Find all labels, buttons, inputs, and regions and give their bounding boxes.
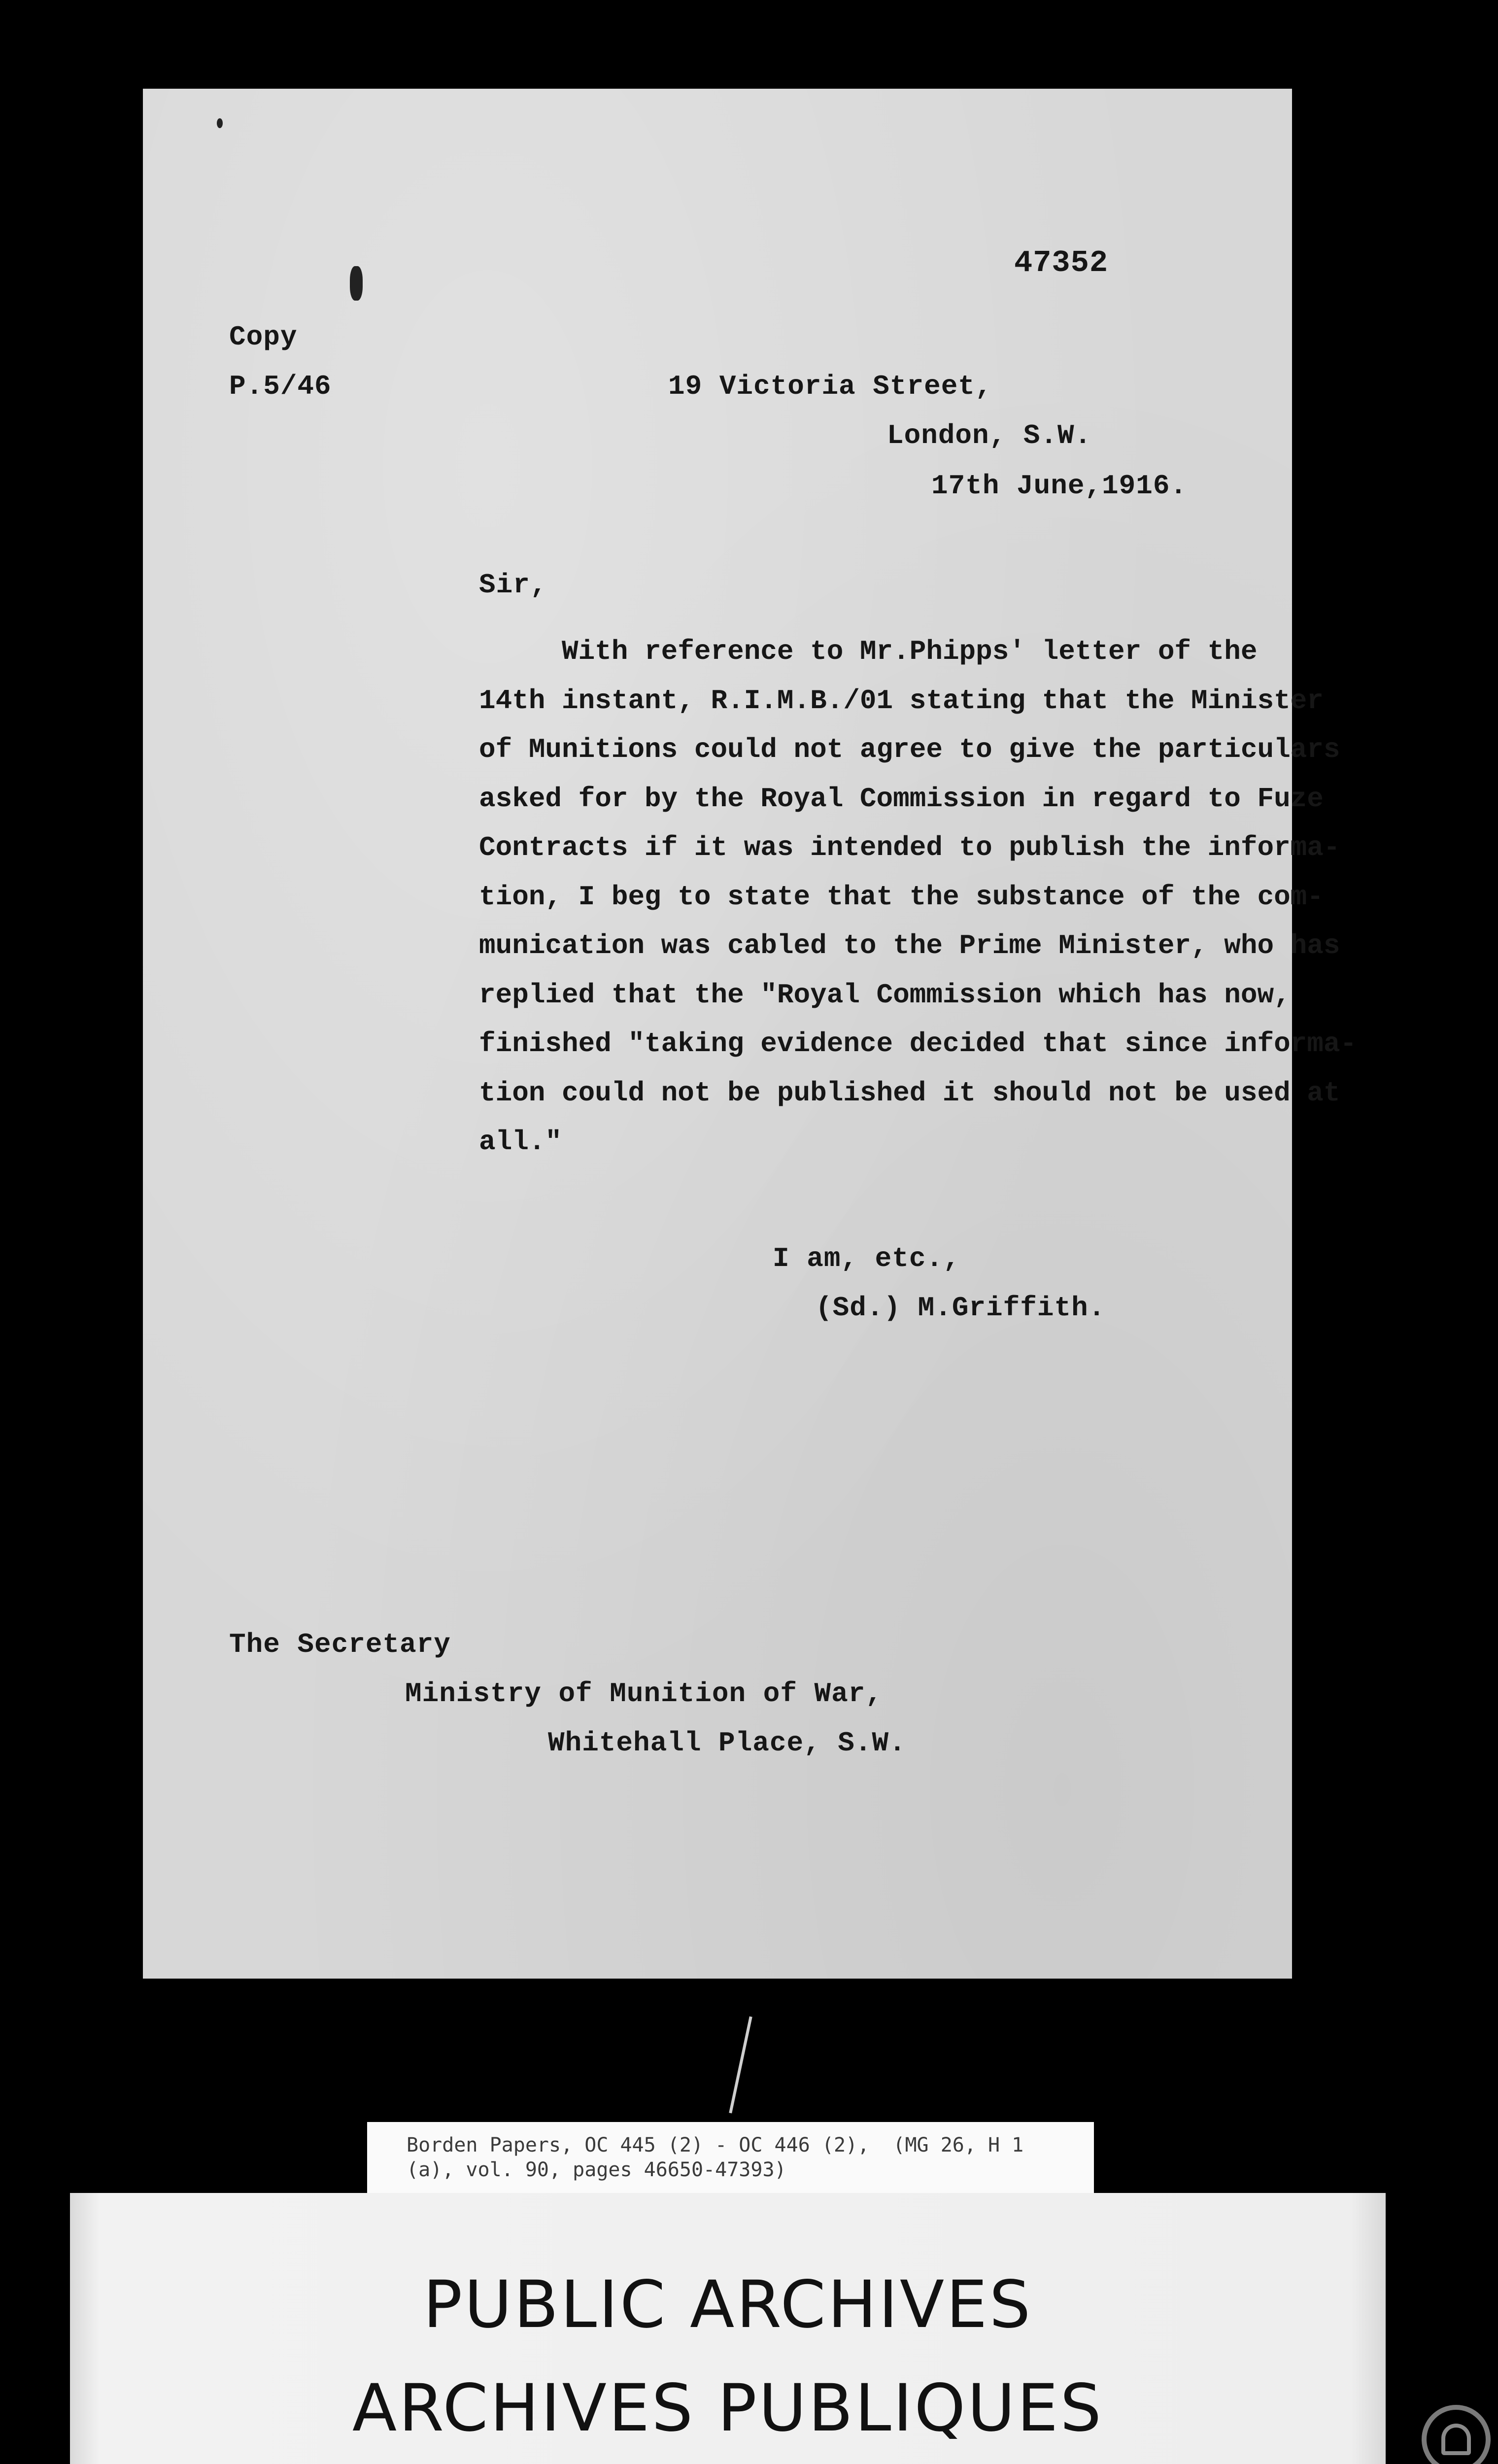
salutation: Sir, [479,569,547,601]
body-line: Contracts if it was intended to publish the informa- [479,832,1340,863]
body-line: all." [479,1126,562,1158]
closing: I am, etc., [773,1243,960,1274]
ink-speck [217,118,223,128]
sender-address-line2: London, S.W. [887,420,1092,451]
reference-slip [367,2122,1094,2196]
page-number: 47352 [1014,245,1109,280]
paper-crease [729,2017,752,2114]
microfilm-seal-icon [1422,2405,1491,2464]
archives-card [70,2193,1386,2464]
archives-title-english: PUBLIC ARCHIVES [423,2267,1033,2343]
body-line: replied that the "Royal Commission which has now, [479,979,1291,1011]
letter-date: 17th June,1916. [931,470,1188,502]
body-line: of Munitions could not agree to give the particulars [479,734,1340,765]
slip-line: Borden Papers, OC 445 (2) - OC 446 (2), (MG 26, H 1 [407,2134,1024,2156]
archives-title-french: ARCHIVES PUBLIQUES [352,2370,1104,2446]
body-line: tion could not be published it should not be used at [479,1077,1340,1109]
body-line: With reference to Mr.Phipps' letter of the [479,636,1258,667]
ink-blot [350,266,363,301]
recipient-ministry: Ministry of Munition of War, [405,1678,883,1710]
slip-line: (a), vol. 90, pages 46650-47393) [407,2158,786,2181]
letter-page [143,89,1357,1979]
seal-glyph [1441,2424,1471,2455]
recipient-title: The Secretary [229,1629,451,1660]
recipient-address: Whitehall Place, S.W. [548,1727,906,1759]
reference-number: P.5/46 [229,371,332,402]
signature: (Sd.) M.Griffith. [816,1292,1106,1324]
body-line: munication was cabled to the Prime Minister, who has [479,930,1340,961]
body-line: asked for by the Royal Commission in regard to Fuze [479,783,1324,815]
body-line: 14th instant, R.I.M.B./01 stating that the Minister [479,684,1324,717]
body-line: tion, I beg to state that the substance of the com- [479,881,1324,913]
copy-label: Copy [229,321,298,353]
letter-body [479,627,1357,1167]
sender-address-line1: 19 Victoria Street, [668,371,992,402]
body-line: finished "taking evidence decided that since informa- [479,1028,1357,1060]
